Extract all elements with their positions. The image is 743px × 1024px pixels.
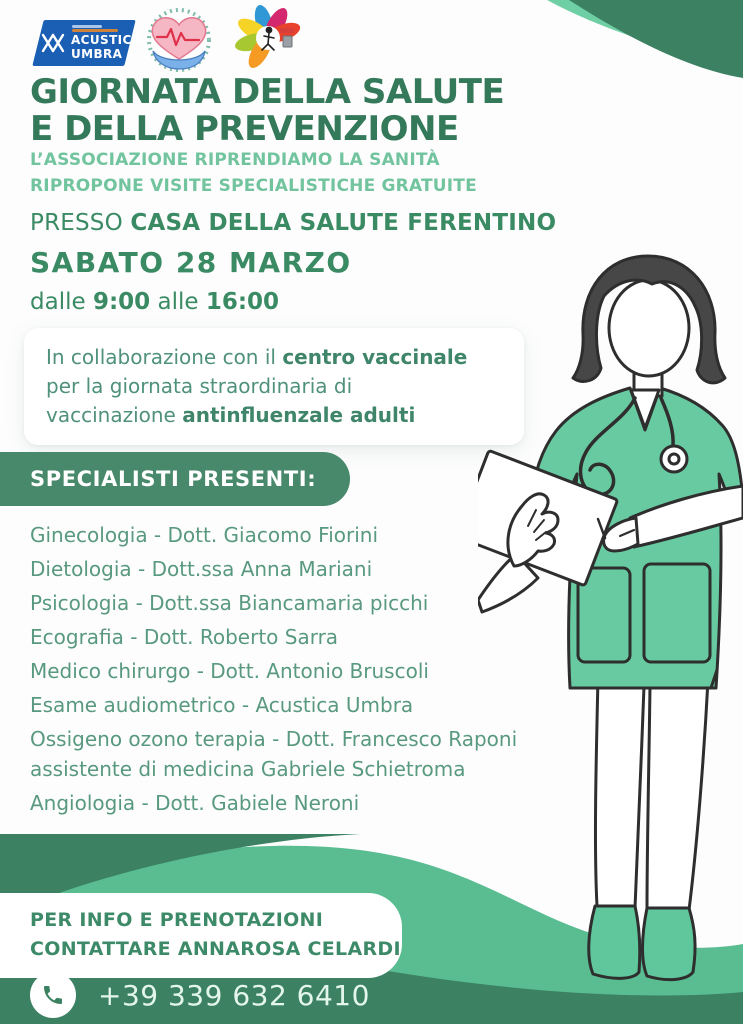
nurse-face [609, 280, 689, 376]
event-time-conj: alle [157, 289, 199, 315]
collab-line-1-text: In collaborazione con il [46, 345, 283, 369]
list-item: Angiologia - Dott. Gabiele Neroni [30, 791, 360, 815]
consulta-logo [230, 4, 310, 74]
page-subtitle [30, 148, 477, 199]
subtitle-line-2: RIPROPONE VISITE SPECIALISTICHE GRATUITE [30, 175, 477, 196]
event-time-end: 16:00 [205, 289, 280, 315]
info-line-1: PER INFO E PRENOTAZIONI [30, 909, 324, 931]
event-location-prefix: PRESSO [30, 210, 123, 236]
acustica-logo-text-1: ACUSTICA [71, 33, 142, 47]
info-line-2: CONTATTARE ANNAROSA CELARDI [30, 938, 401, 961]
logo-row [0, 0, 460, 80]
association-heart-logo [136, 6, 222, 74]
subtitle-line-1: L’ASSOCIAZIONE RIPRENDIAMO LA SANITÀ [30, 150, 440, 170]
corner-top-right-decoration [543, 0, 743, 92]
collab-line-3-text: vaccinazione [46, 403, 183, 427]
specialists-badge: SPECIALISTI PRESENTI: [0, 452, 350, 506]
title-line-2: E DELLA PREVENZIONE [30, 108, 459, 149]
acustica-microtext-bar [72, 25, 102, 28]
nurse-illustration [478, 248, 743, 993]
acustica-microtext-bar-orange [72, 29, 118, 32]
consulta-text-bar [280, 28, 294, 33]
nurse-pants [595, 678, 644, 908]
title-line-1: GIORNATA DELLA SALUTE [30, 72, 505, 112]
phone-icon [30, 972, 76, 1018]
list-item: Psicologia - Dott.ssa Biancamaria picchi [30, 591, 429, 615]
acustica-xx-icon [40, 30, 68, 56]
list-item: Dietologia - Dott.ssa Anna Mariani [30, 557, 373, 581]
page-title [30, 74, 504, 147]
collab-line-3 [46, 401, 502, 430]
scrub-pocket [644, 564, 710, 662]
collaboration-card [24, 328, 524, 445]
event-time [30, 289, 279, 315]
info-badge [0, 893, 402, 978]
list-item: Esame audiometrico - Acustica Umbra [30, 693, 414, 717]
phone-number: +39 339 632 6410 [98, 978, 370, 1012]
consulta-crest [283, 36, 292, 47]
acustica-umbra-logo [32, 20, 142, 68]
collab-line-3-bold: antinfluenzale adulti [182, 403, 416, 427]
event-time-prefix: dalle [30, 289, 86, 315]
list-item: Ossigeno ozono terapia - Dott. Francesco Raponi assistente di medicina Gabriele Schietroma [30, 727, 518, 781]
event-time-start: 9:00 [92, 289, 151, 315]
nurse-shoes [589, 906, 640, 978]
event-location-name: CASA DELLA SALUTE FERENTINO [130, 210, 557, 236]
list-item: Ginecologia - Dott. Giacomo Fiorini [30, 523, 379, 547]
event-location [30, 210, 556, 236]
collab-line-2: per la giornata straordinaria di [46, 374, 353, 398]
list-item: Medico chirurgo - Dott. Antonio Bruscoli [30, 659, 429, 683]
collab-line-1 [46, 343, 502, 372]
phone-row [30, 970, 370, 1020]
event-date: SABATO 28 MARZO [30, 246, 352, 279]
acustica-logo-text-2: UMBRA [71, 47, 123, 61]
list-item: Ecografia - Dott. Roberto Sarra [30, 625, 339, 649]
collab-line-1-bold: centro vaccinale [282, 345, 468, 369]
